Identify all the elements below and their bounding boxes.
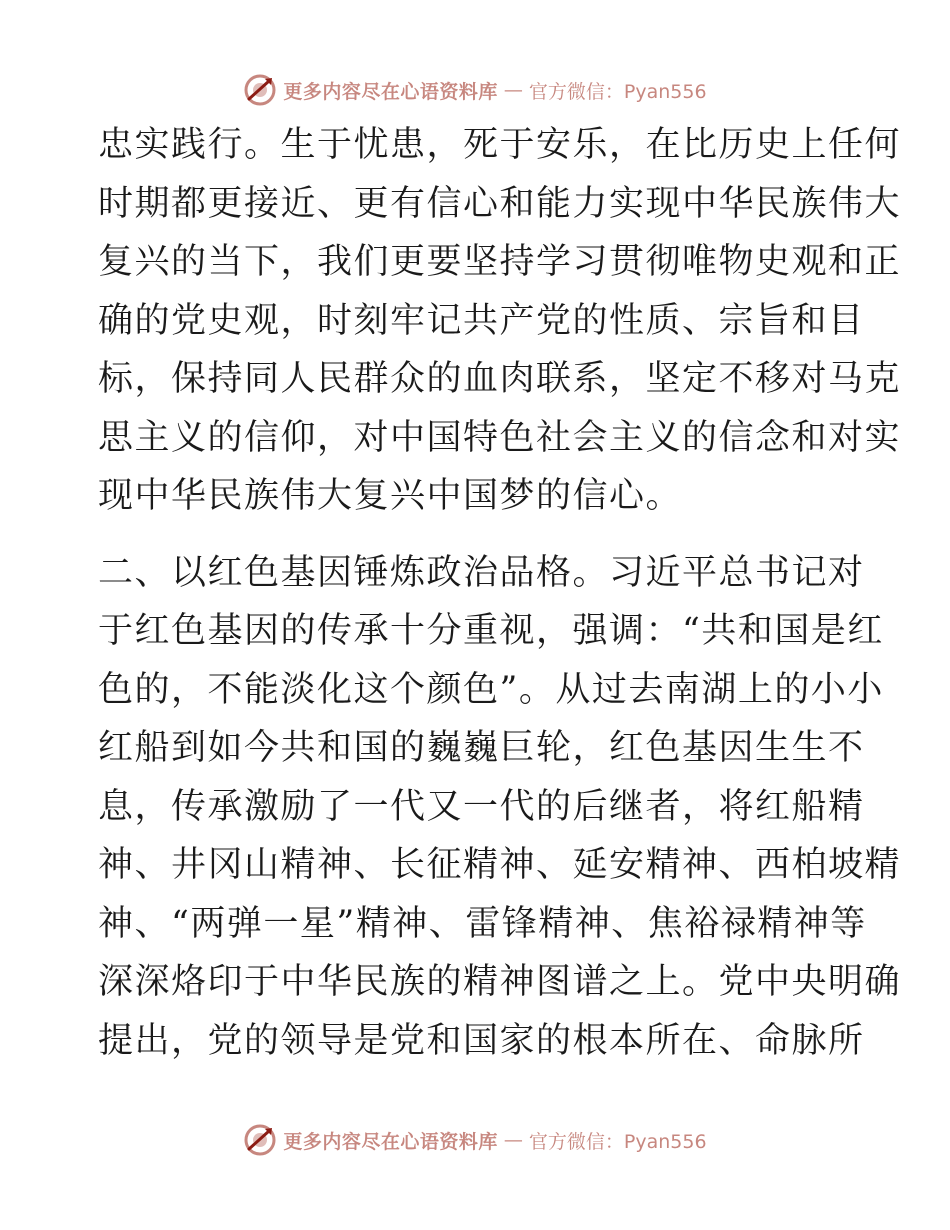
text-line: 现中华民族伟大复兴中国梦的信心。 [98, 476, 683, 516]
paragraph-2 [98, 544, 902, 1071]
header-wechat-text: 官方微信：Pyan556 [528, 80, 707, 103]
footer-banner-dash: — [503, 1129, 523, 1151]
text-line: 深深烙印于中华民族的精神图谱之上。党中央明确 [98, 962, 902, 1002]
text-line: 神、“两弹一星”精神、雷锋精神、焦裕禄精神等 [98, 903, 867, 944]
text-line: 红船到如今共和国的巍巍巨轮，红色基因生生不 [98, 728, 865, 768]
footer-wechat-text: 官方微信：Pyan556 [528, 1130, 707, 1153]
footer-banner-text: 更多内容尽在心语资料库 [283, 1130, 498, 1153]
text-line: 忠实践行。生于忧患，死于安乐，在比历史上任何 [98, 125, 902, 165]
text-line: 色的，不能淡化这个颜色”。从过去南湖上的小小 [98, 669, 884, 710]
paragraph-1 [98, 116, 902, 526]
text-line: 于红色基因的传承十分重视，强调：“共和国是红 [98, 611, 884, 651]
text-line: 复兴的当下，我们更要坚持学习贯彻唯物史观和正 [98, 242, 902, 282]
text-line: 思主义的信仰，对中国特色社会主义的信念和对实 [98, 417, 902, 458]
document-body [98, 116, 902, 1070]
text-line: 神、井冈山精神、长征精神、延安精神、西柏坡精 [98, 845, 902, 885]
text-line: 确的党史观，时刻牢记共产党的性质、宗旨和目 [98, 300, 865, 341]
footer-banner [0, 1120, 950, 1160]
logo-icon [243, 1123, 277, 1157]
text-line: 提出，党的领导是党和国家的根本所在、命脉所 [98, 1020, 865, 1061]
text-line: 标，保持同人民群众的血肉联系，坚定不移对马克 [98, 359, 902, 399]
header-banner-dash: — [503, 79, 523, 101]
text-line: 时期都更接近、更有信心和能力实现中华民族伟大 [98, 183, 902, 224]
header-banner [0, 70, 950, 110]
logo-icon [243, 73, 277, 107]
text-line: 息，传承激励了一代又一代的后继者，将红船精 [98, 786, 865, 827]
text-line: 二、以红色基因锤炼政治品格。习近平总书记对 [98, 552, 865, 593]
header-banner-text: 更多内容尽在心语资料库 [283, 80, 498, 103]
